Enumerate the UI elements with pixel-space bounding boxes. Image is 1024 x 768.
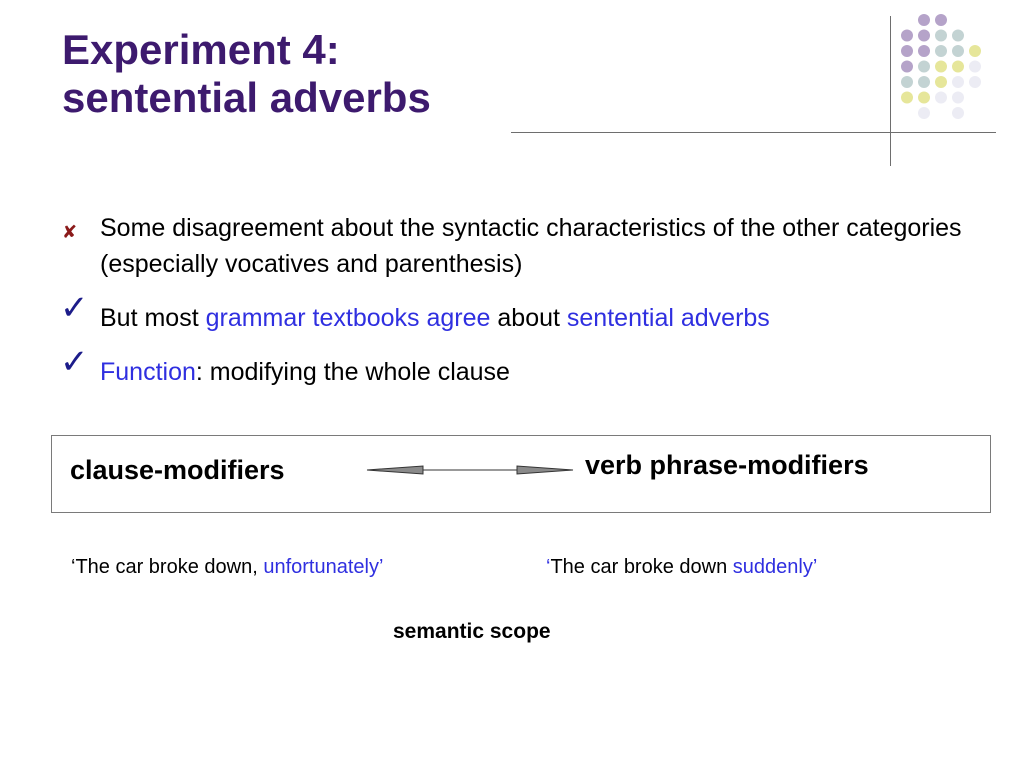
decorative-dot: [952, 76, 964, 88]
check-mark-icon: ✓: [60, 343, 89, 381]
verb-phrase-modifiers-label: verb phrase-modifiers: [585, 450, 869, 480]
title-line-1: Experiment 4:: [62, 26, 340, 73]
example-quote: ‘: [546, 556, 551, 578]
decorative-dot: [952, 92, 964, 104]
decorative-dot: [901, 92, 913, 104]
decorative-dot: [935, 61, 947, 73]
decorative-dot: [969, 61, 981, 73]
decorative-dot: [918, 107, 930, 119]
bullet-item: [60, 210, 1000, 282]
example-quote: ’: [812, 556, 818, 578]
highlight-function: Function: [100, 358, 196, 386]
decorative-dot: [935, 45, 947, 57]
decorative-dot: [918, 61, 930, 73]
decorative-dot: [952, 45, 964, 57]
x-mark-icon: ✘: [62, 222, 78, 242]
decorative-dot: [969, 45, 981, 57]
double-arrow-icon: [365, 461, 575, 479]
decorative-dot-grid: [900, 12, 1000, 132]
bullet-item: [60, 343, 1000, 390]
bullet-text-part: But most: [100, 304, 206, 332]
title-line-2: sentential adverbs: [62, 74, 431, 121]
decorative-dot: [901, 61, 913, 73]
decorative-dot: [918, 92, 930, 104]
decorative-dot: [918, 76, 930, 88]
decorative-dot: [952, 30, 964, 42]
bullet-text-part: : modifying the whole clause: [195, 358, 510, 386]
example-text: The car broke down: [550, 556, 733, 578]
semantic-scope-label: semantic scope: [393, 620, 551, 643]
decorative-dot: [935, 76, 947, 88]
decorative-dot: [935, 92, 947, 104]
check-mark-icon: ✓: [60, 289, 89, 327]
bullet-text: Some disagreement about the syntactic characteristics of the other categories (especially vocatives and parenthesis): [100, 214, 962, 278]
example-adverb: suddenly: [732, 556, 813, 578]
example-sentence-2: [546, 556, 817, 579]
title-divider-vertical: [890, 16, 891, 166]
bullet-item: [60, 289, 1000, 336]
decorative-dot: [952, 107, 964, 119]
highlight-grammar-textbooks: grammar textbooks agree: [205, 304, 491, 332]
decorative-dot: [935, 30, 947, 42]
highlight-sentential-adverbs: sentential adverbs: [566, 304, 770, 332]
decorative-dot: [901, 45, 913, 57]
decorative-dot: [901, 76, 913, 88]
title-divider-horizontal: [511, 132, 996, 133]
decorative-dot: [969, 76, 981, 88]
example-adverb: unfortunately’: [263, 556, 384, 578]
decorative-dot: [918, 14, 930, 26]
decorative-dot: [901, 30, 913, 42]
decorative-dot: [918, 30, 930, 42]
slide-title: [62, 26, 431, 122]
example-text: ‘The car broke down,: [71, 556, 264, 578]
clause-modifiers-label: clause-modifiers: [70, 455, 285, 485]
bullet-text-part: about: [490, 304, 567, 332]
decorative-dot: [918, 45, 930, 57]
decorative-dot: [952, 61, 964, 73]
example-sentence-1: [71, 556, 383, 579]
decorative-dot: [935, 14, 947, 26]
bullet-list: [60, 210, 1000, 408]
